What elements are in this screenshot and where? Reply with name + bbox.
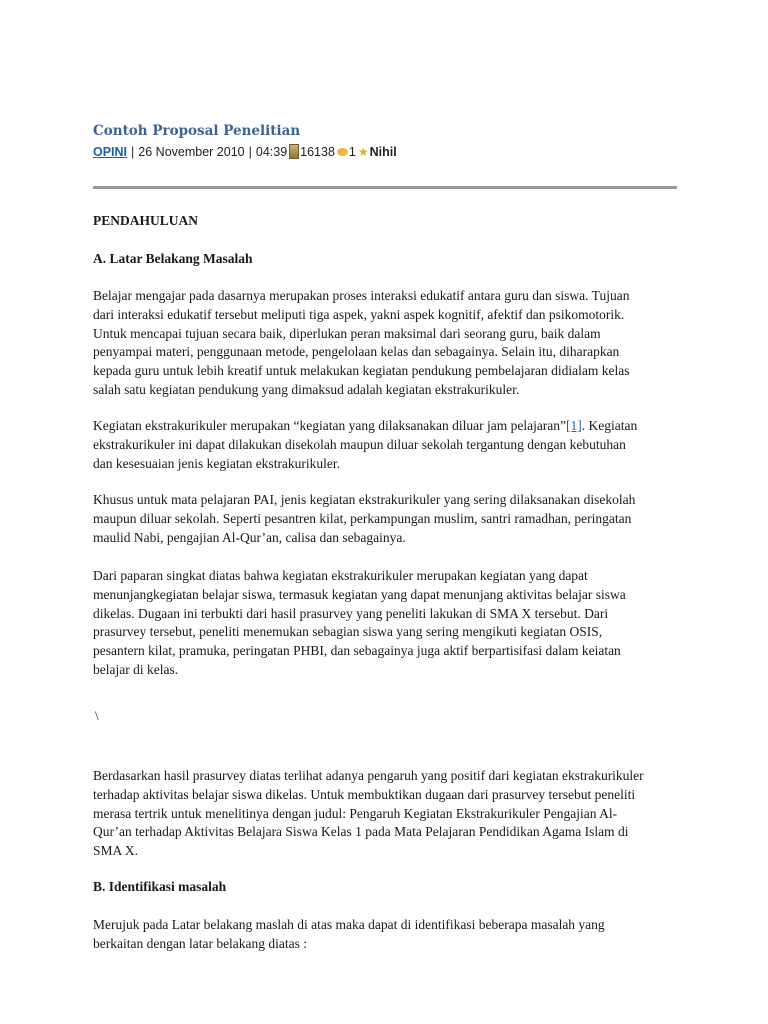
comment-icon <box>337 148 348 156</box>
text-line: kepada guru untuk lebih kreatif untuk melakukan kegiatan pendukung pembelajaran didialam kelas <box>93 363 630 379</box>
section-heading: PENDAHULUAN <box>93 213 199 228</box>
meta-separator: | <box>248 144 252 159</box>
text-line: penyampai materi, penggunaan metode, pengelolaan kelas dan sebagainya. Selain itu, diharapkan <box>93 344 620 360</box>
text-line: Khusus untuk mata pelajaran PAI, jenis kegiatan ekstrakurikuler yang sering dilaksanakan disekolah <box>93 492 636 507</box>
text-line <box>93 417 683 436</box>
header-divider <box>93 186 677 189</box>
stray-mark: \ <box>95 708 99 723</box>
paragraph-4 <box>93 567 683 680</box>
subheading-latar-belakang: A. Latar Belakang Masalah <box>93 251 253 266</box>
text-line: menunjangkegiatan belajar siswa, termasuk kegiatan yang dapat menunjang aktivitas belajar siswa <box>93 586 626 602</box>
category-link[interactable]: OPINI <box>93 144 128 159</box>
text-line: Merujuk pada Latar belakang maslah di atas maka dapat di identifikasi beberapa masalah yang <box>93 917 605 932</box>
text-line: maupun diluar sekolah. Seperti pesantren kilat, perkampungan muslim, santri ramadhan, peringatan <box>93 510 632 526</box>
text-line: Dari paparan singkat diatas bahwa kegiatan ekstrakurikuler merupakan kegiatan yang dapat <box>93 568 588 583</box>
text-segment: . Kegiatan <box>581 418 638 433</box>
paragraph-5 <box>93 767 683 861</box>
text-line: maulid Nabi, pengajian Al-Qur’an, calisa dan sebagainya. <box>93 529 406 545</box>
text-line: SMA X. <box>93 843 139 859</box>
text-line: Berdasarkan hasil prasurvey diatas terlihat adanya pengaruh yang positif dari kegiatan ekstrakurikuler <box>93 768 644 783</box>
text-line: dan kesesuaian jenis kegiatan ekstrakurikuler. <box>93 455 341 471</box>
text-line: terhadap aktivitas belajar siswa dikelas. Untuk membuktikan dugaan dari prasurvey tersebut peneliti <box>93 786 636 802</box>
text-line: Untuk mencapai tujuan secara baik, diperlukan peran maksimal dari seorang guru, baik dalam <box>93 325 601 341</box>
article-time: 04:39 <box>255 144 288 159</box>
subheading-identifikasi: B. Identifikasi masalah <box>93 879 227 894</box>
paragraph-3 <box>93 491 683 547</box>
star-icon: ★ <box>357 144 369 159</box>
article-meta <box>93 144 397 159</box>
rating-value: Nihil <box>369 144 397 159</box>
comments-count: 1 <box>348 144 356 159</box>
text-line: salah satu kegiatan pendukung yang dimaksud adalah kegiatan ekstrakurikuler. <box>93 381 520 397</box>
text-line: belajar di kelas. <box>93 661 179 677</box>
article-date: 26 November 2010 <box>138 144 245 159</box>
text-line: merasa tertrik untuk menelitinya dengan judul: Pengaruh Kegiatan Ekstrakurikuler Pengajian Al- <box>93 805 618 821</box>
views-count: 16138 <box>300 144 335 159</box>
paragraph-6 <box>93 916 683 954</box>
paragraph-2 <box>93 417 683 473</box>
text-line: Qur’an terhadap Aktivitas Belajara Siswa Kelas 1 pada Mata Pelajaran Pendidikan Agama Islam di <box>93 824 629 840</box>
footnote-link[interactable]: [1] <box>566 418 582 433</box>
text-line: pesantern kilat, pramuka, peringatan PHBI, dan sebagainya juga aktif berpartisifasi dalam keiatan <box>93 643 621 659</box>
views-icon <box>289 144 299 159</box>
paragraph-1 <box>93 287 683 400</box>
text-line: dikelas. Dugaan ini terbukti dari hasil prasurvey yang peneliti lakukan di SMA X tersebut. Dari <box>93 605 609 621</box>
text-line: berkaitan dengan latar belakang diatas : <box>93 935 308 951</box>
article-title: Contoh Proposal Penelitian <box>93 123 301 139</box>
meta-separator: | <box>131 144 135 159</box>
text-segment: Kegiatan ekstrakurikuler merupakan “kegiatan yang dilaksanakan diluar jam pelajaran” <box>93 418 567 433</box>
text-line: ekstrakurikuler ini dapat dilakukan disekolah maupun diluar sekolah tergantung dengan kebutuhan <box>93 436 626 452</box>
text-line: dari interaksi edukatif tersebut meliputi tiga aspek, yakni aspek kognitif, afektif dan psikomotorik. <box>93 306 625 322</box>
text-line: Belajar mengajar pada dasarnya merupakan proses interaksi edukatif antara guru dan siswa. Tujuan <box>93 288 630 303</box>
text-line: prasurvey tersebut, peneliti menemukan sebagian siswa yang sering mengikuti kegiatan OSIS, <box>93 624 603 640</box>
